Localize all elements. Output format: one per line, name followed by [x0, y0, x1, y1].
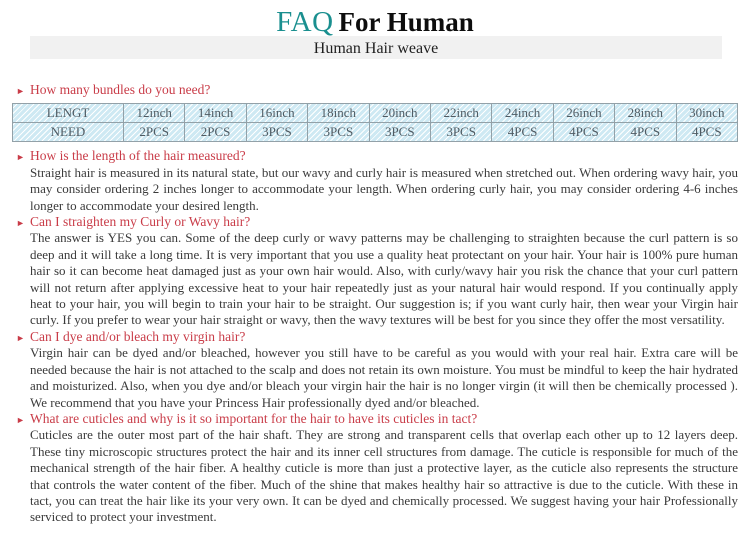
faq-question-straighten: [0, 214, 738, 230]
arrow-bullet-icon: ►: [16, 218, 25, 229]
bundles-table: [12, 103, 738, 142]
page-title: [0, 2, 750, 40]
faq-question-text: Can I dye and/or bleach my virgin hair?: [30, 328, 246, 344]
table-cell: 3PCS: [246, 123, 307, 142]
table-cell: 3PCS: [369, 123, 430, 142]
table-cell: 14inch: [185, 104, 246, 123]
faq-question-dye-bleach: [0, 329, 738, 345]
table-cell: 4PCS: [492, 123, 553, 142]
faq-question-text: What are cuticles and why is it so important for the hair to have its cuticles in tact?: [30, 410, 478, 426]
table-cell: NEED: [13, 123, 124, 142]
arrow-bullet-icon: ►: [16, 414, 25, 425]
faq-answer-cuticles: Cuticles are the outer most part of the hair shaft. They are strong and transparent cells that overlap each other up to 12 layers deep. These tiny microscopic structures protect the hair and its inner cell structures from damage. The cuticle is responsible for much of the mechanical strength of the hair fiber. A healthy cuticle is more than just a protective layer, as the cuticle also represents the structure that controls the water content of the fiber. Much of the shine that makes healthy hair so attractive is due to the cuticle. With these in tact, you can treat the hair like its your very own. It can be dyed and chemically processed. We suggest having your hair Professionally serviced to protect your investment.: [30, 427, 738, 525]
table-cell: 28inch: [615, 104, 676, 123]
faq-section-dye-bleach: [0, 329, 738, 411]
faq-section-length: [0, 148, 738, 214]
table-cell: 24inch: [492, 104, 553, 123]
subtitle: Human Hair weave: [313, 40, 439, 57]
bundles-table-length-row: [13, 104, 738, 123]
table-cell: 3PCS: [430, 123, 491, 142]
page-header: [0, 0, 750, 60]
faq-section-cuticles: [0, 411, 738, 526]
faq-section-straighten: [0, 214, 738, 329]
faq-answer-length: Straight hair is measured in its natural state, but our wavy and curly hair is measured when stretched out. When ordering wavy hair, you may consider ordering 2 inches longer to accommodate your length. When ordering curly hair, you may consider ordering 4-6 inches longer to accommodate your desired length.: [30, 164, 738, 213]
bundles-table-need-row: [13, 123, 738, 142]
arrow-bullet-icon: ►: [16, 152, 25, 163]
table-cell: 18inch: [308, 104, 369, 123]
arrow-bullet-icon: ►: [16, 86, 25, 96]
title-rest: For Human: [338, 7, 474, 37]
faq-question-text: How many bundles do you need?: [30, 82, 211, 97]
arrow-bullet-icon: ►: [16, 332, 25, 343]
title-accent: FAQ: [276, 6, 334, 38]
table-cell: 30inch: [676, 104, 737, 123]
faq-answer-dye-bleach: Virgin hair can be dyed and/or bleached, however you still have to be careful as you would with your real hair. Extra care will be needed because the hair is not attached to the scalp and does not retain its own moisture. You must be mindful to keep the hair hydrated and moisturized. Also, when you dye and/or bleach your virgin hair the hair is no longer virgin (it will then be chemically processed ). We recommend that you have your Princess Hair professionally dyed and/or bleached.: [30, 345, 738, 410]
table-cell: 20inch: [369, 104, 430, 123]
table-cell: 26inch: [553, 104, 614, 123]
faq-answer-straighten: The answer is YES you can. Some of the deep curly or wavy patterns may be challenging to straighten because the curl pattern is so deep and it will take a long time. It is very important that you use a quality heat protectant on your hair. Your hair is 100% pure human hair so it can become heat damaged just as your own hair would. Also, with curly/wavy hair you risk the chance that your curl pattern will not return after applying excessive heat to your hair repeatedly just as your natural hair would respond. If you continually apply heat to your hair, you will begin to train your hair to be straight. Our suggestion is; if you want curly hair, then wear your Virgin hair curly. If you prefer to wear your hair straight or wavy, then the wavy textures will be best for you since they offer the most versatility.: [30, 230, 738, 328]
faq-question-text: Can I straighten my Curly or Wavy hair?: [30, 214, 251, 230]
faq-question-text: How is the length of the hair measured?: [30, 148, 246, 164]
faq-content: [0, 82, 750, 526]
table-cell: 4PCS: [615, 123, 676, 142]
table-cell: 4PCS: [553, 123, 614, 142]
table-cell: 22inch: [430, 104, 491, 123]
faq-question-cuticles: [0, 411, 738, 427]
faq-question-length: [0, 148, 738, 164]
table-cell: 16inch: [246, 104, 307, 123]
table-cell: LENGT: [13, 104, 124, 123]
table-cell: 2PCS: [185, 123, 246, 142]
table-cell: 4PCS: [676, 123, 737, 142]
faq-question-bundles: [0, 82, 738, 98]
table-cell: 12inch: [124, 104, 185, 123]
table-cell: 3PCS: [308, 123, 369, 142]
table-cell: 2PCS: [124, 123, 185, 142]
